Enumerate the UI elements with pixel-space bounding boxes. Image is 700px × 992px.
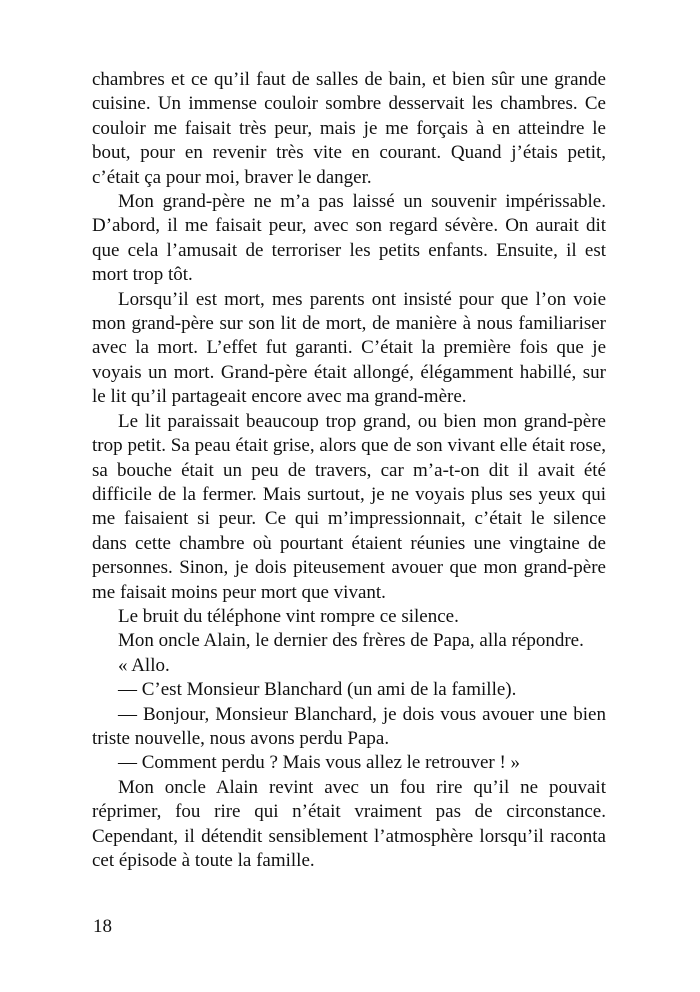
paragraph: Lorsqu’il est mort, mes parents ont insisté pour que l’on voie mon grand-père sur son lit de mort, de manière à nous familiariser avec la mort. L’effet fut garanti. C’était la première fois que je voyais un mort. Grand-père était allongé, élégamment habillé, sur le lit qu’il partageait encore avec ma grand-mère. <box>92 288 606 408</box>
paragraph: Mon oncle Alain revint avec un fou rire qu’il ne pouvait réprimer, fou rire qui n’était vraiment pas de circonstance. Cependant, il détendit sensiblement l’atmosphère lorsqu’il raconta cet épisode à toute la famille. <box>92 776 606 871</box>
paragraph: Mon grand-père ne m’a pas laissé un souvenir impérissable. D’abord, il me faisait peur, avec son regard sévère. On aurait dit que cela l’amusait de terroriser les petits enfants. Ensuite, il est mort trop tôt. <box>92 191 606 286</box>
paragraph: chambres et ce qu’il faut de salles de bain, et bien sûr une grande cuisine. Un immense couloir sombre desservait les chambres. Ce couloir me faisait très peur, mais je me forçais à en atteindre le bout, pour en revenir très vite en courant. Quand j’étais petit, c’était ça pour moi, braver le danger. <box>92 69 606 188</box>
page-number: 18 <box>93 916 112 937</box>
paragraph: — Bonjour, Monsieur Blanchard, je dois vous avouer une bien triste nouvelle, nous avons perdu Papa. <box>92 703 606 749</box>
paragraph: — C’est Monsieur Blanchard (un ami de la famille). <box>118 679 517 701</box>
page-body <box>92 68 606 873</box>
paragraph: — Comment perdu ? Mais vous allez le retrouver ! » <box>118 752 521 774</box>
paragraph: Le lit paraissait beaucoup trop grand, ou bien mon grand-père trop petit. Sa peau était grise, alors que de son vivant elle était rose, sa bouche était un peu de travers, car m’a-t-on dit il avait été difficile de la fermer. Mais surtout, je ne voyais plus ses yeux qui me faisaient si peur. Ce qui m’impressionnait, c’était le silence dans cette chambre où pourtant étaient réunies une vingtaine de personnes. Sinon, je dois piteusement avouer que mon grand-père me faisait moins peur mort que vivant. <box>92 410 606 603</box>
paragraph: « Allo. <box>118 654 170 676</box>
paragraph: Le bruit du téléphone vint rompre ce silence. <box>118 605 459 627</box>
paragraph: Mon oncle Alain, le dernier des frères de Papa, alla répondre. <box>118 630 584 652</box>
